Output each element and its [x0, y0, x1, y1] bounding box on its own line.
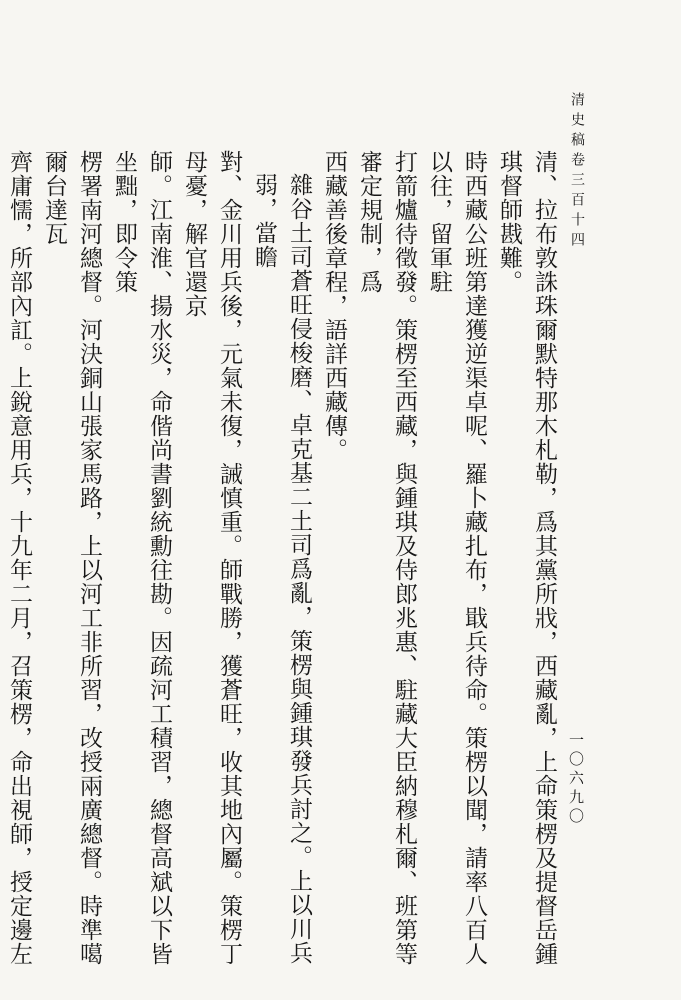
running-header: 清史稿卷三百十四	[569, 92, 585, 252]
text-column: 清、拉布敦誅珠爾默特那木札勒，爲其黨所戕，西藏亂，上命策楞及提督岳鍾琪督師戡難。	[496, 150, 557, 966]
paragraph	[0, 150, 316, 980]
body-text	[6, 150, 561, 980]
text-column: 楞署南河總督。河決銅山張家馬路，上以河工非所習，改授兩廣總督。時準噶爾台達瓦	[41, 150, 102, 966]
paragraph	[316, 150, 561, 980]
text-column: 西藏善後章程，語詳西藏傳。	[321, 150, 347, 462]
text-column: 師。江南淮、揚水災，命偕尚書劉統勳往勘。因疏河工積習，總督高斌以下皆坐黜，即令策	[111, 150, 172, 966]
text-column: 時西藏公班第達獲逆渠卓呢、羅卜藏扎布，戢兵待命。策楞以聞，請率八百人以往，留軍駐	[426, 150, 487, 966]
text-column: 對、金川用兵後，元氣未復，誡慎重。師戰勝，獲蒼旺，收其地內屬。策楞丁母憂，解官還京	[181, 150, 242, 966]
text-column: 雜谷土司蒼旺侵梭磨、卓克基二土司爲亂，策楞與鍾琪發兵討之。上以川兵弱，當瞻	[251, 173, 312, 965]
text-column: 打箭爐待徵發。策楞至西藏，與鍾琪及侍郎兆惠、駐藏大臣納穆札爾、班第等審定規制，爲	[356, 150, 417, 966]
text-column: 齊庸懦，所部內訌。上銳意用兵，十九年二月，召策楞，命出視師，授定邊左	[6, 150, 32, 966]
page-number: 一〇六九〇	[567, 732, 585, 827]
